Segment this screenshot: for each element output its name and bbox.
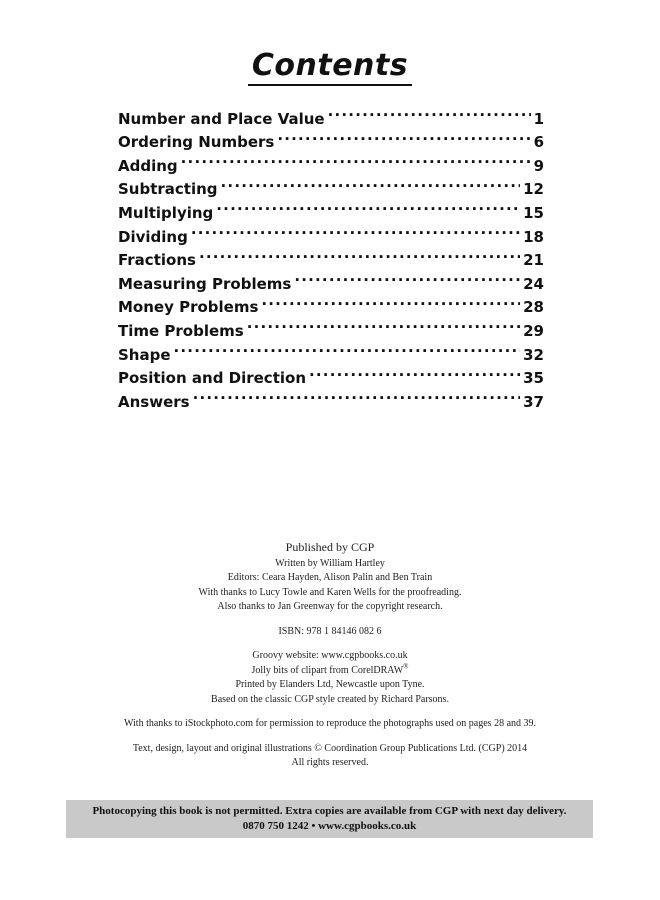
toc-entry-page: 12 [523,180,544,199]
toc-entry-label: Time Problems [118,321,244,340]
toc-leader-dots [181,147,531,171]
contact-line: 0870 750 1242 • www.cgpbooks.co.uk [242,820,417,832]
table-of-contents [118,100,544,411]
toc-leader-dots [309,360,520,384]
copyright-research-thanks: Also thanks to Jan Greenway for the copyright research. [217,601,443,612]
toc-entry-label: Adding [118,156,178,175]
printer-credit: Printed by Elanders Ltd, Newcastle upon Tyne. [235,679,425,690]
toc-leader-dots [328,100,531,124]
toc-entry-page: 6 [533,133,544,152]
toc-leader-dots [191,218,520,242]
toc-entry-page: 15 [523,203,544,222]
clipart-credit [0,664,660,679]
toc-leader-dots [221,171,521,195]
toc-leader-dots [261,289,520,313]
registered-mark: ® [403,662,409,671]
toc-leader-dots [277,124,530,148]
toc-entry-label: Dividing [118,227,188,246]
toc-entry-label: Shape [118,345,171,364]
proofreading-thanks: With thanks to Lucy Towle and Karen Wells for the proofreading. [198,586,462,598]
toc-entry-label: Ordering Numbers [118,133,275,152]
toc-entry[interactable] [118,360,544,388]
toc-leader-dots [294,265,520,289]
isbn: ISBN: 978 1 84146 082 6 [278,625,382,637]
clipart-credit-text: Jolly bits of clipart from CorelDRAW [251,664,404,676]
toc-entry-page: 35 [523,369,544,388]
toc-leader-dots [247,312,520,336]
photocopy-notice: Photocopying this book is not permitted. Extra copies are available from CGP with next day delivery. [92,805,567,817]
toc-entry-label: Multiplying [118,203,214,222]
toc-entry[interactable] [118,147,544,175]
toc-entry-label: Number and Place Value [118,109,325,128]
toc-leader-dots [174,336,521,360]
toc-entry[interactable] [118,336,544,364]
toc-entry-page: 1 [533,109,544,128]
rights-reserved: All rights reserved. [291,757,369,768]
published-by: Published by CGP [285,540,375,554]
toc-leader-dots [193,383,521,407]
website-line: Groovy website: www.cgpbooks.co.uk [252,650,408,661]
toc-entry-page: 37 [523,392,544,411]
toc-entry[interactable] [118,100,544,128]
toc-entry-label: Answers [118,392,190,411]
toc-entry-page: 29 [523,321,544,340]
written-by: Written by William Hartley [275,557,385,569]
page-title [0,48,660,83]
toc-entry-page: 28 [523,298,544,317]
toc-entry-label: Money Problems [118,298,259,317]
toc-entry-page: 9 [533,156,544,175]
toc-entry[interactable] [118,171,544,199]
toc-entry-page: 24 [523,274,544,293]
toc-entry-page: 21 [523,251,544,270]
toc-entry-label: Measuring Problems [118,274,292,293]
photocopy-notice-banner [66,800,593,838]
toc-leader-dots [199,242,520,266]
editors: Editors: Ceara Hayden, Alison Palin and Ben Train [227,572,433,583]
toc-entry-label: Fractions [118,251,196,270]
toc-entry-label: Position and Direction [118,369,306,388]
toc-entry-page: 32 [523,345,544,364]
copyright-notice: Text, design, layout and original illustrations © Coordination Group Publications Ltd. (CGP) 2014 [132,742,528,754]
toc-entry-page: 18 [523,227,544,246]
publisher-credits [0,540,660,771]
page-title-text: Contents [248,48,412,86]
photo-permission: With thanks to iStockphoto.com for permission to reproduce the photographs used on pages 28 and 39. [123,718,537,729]
toc-leader-dots [216,194,520,218]
style-credit: Based on the classic CGP style created by Richard Parsons. [211,693,449,705]
toc-entry-label: Subtracting [118,180,218,199]
